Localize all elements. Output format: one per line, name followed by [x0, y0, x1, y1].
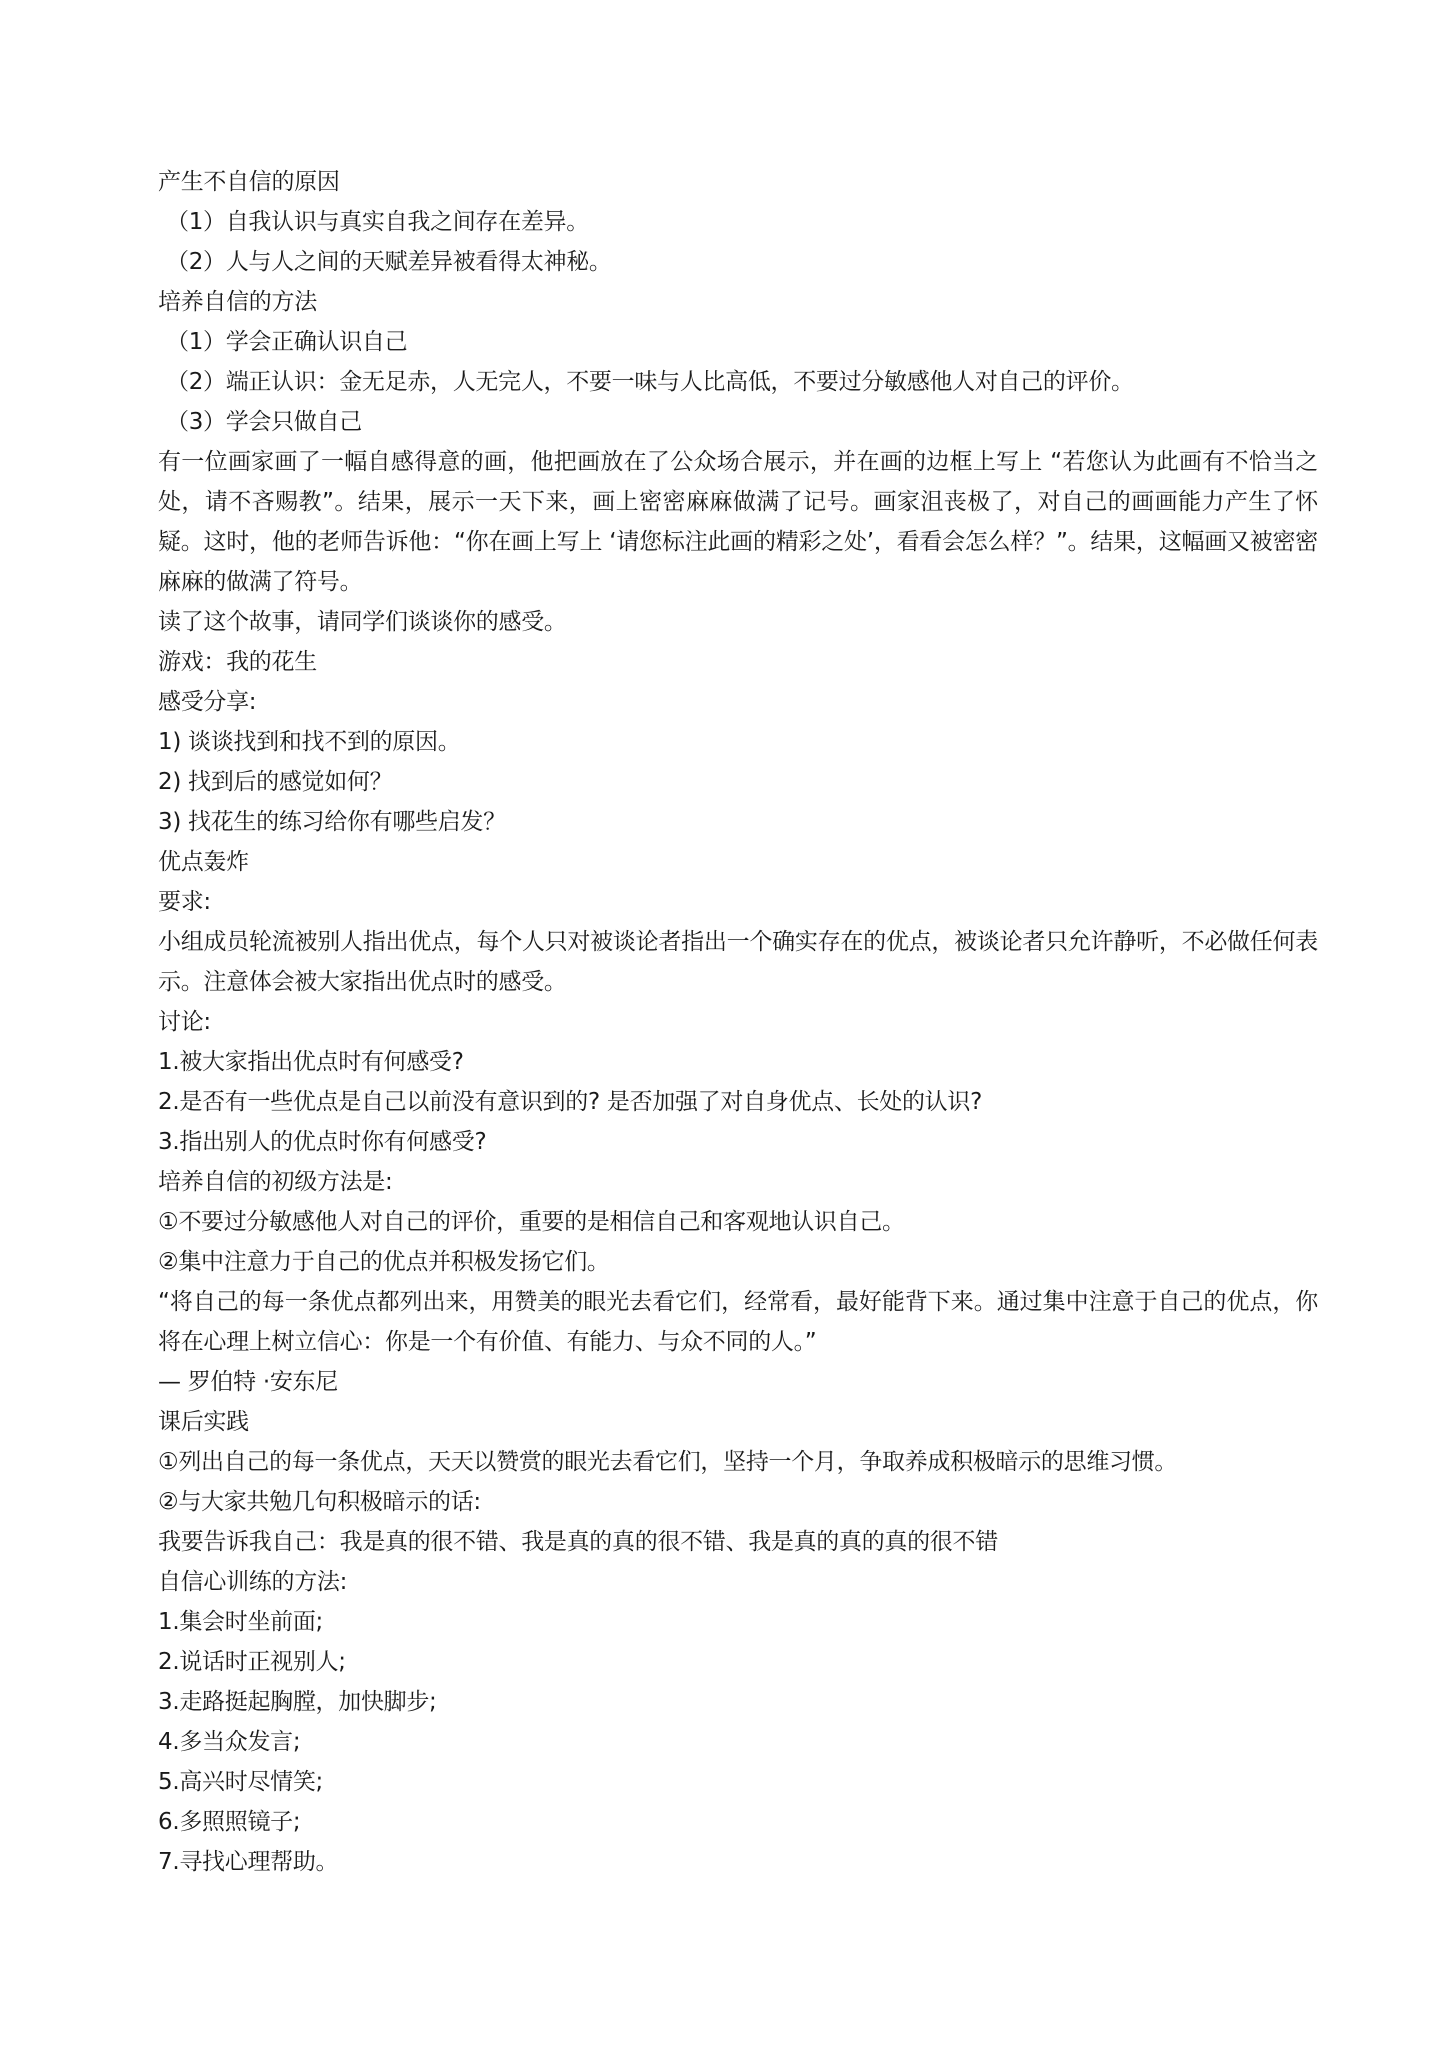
list-item: ②集中注意力于自己的优点并积极发扬它们。 [158, 1249, 610, 1275]
list-item: 1) 谈谈找到和找不到的原因。 [158, 729, 461, 755]
painter-story-paragraph: 有一位画家画了一幅自感得意的画，他把画放在了公众场合展示，并在画的边框上写上 “若您认为此画有不恰当之处，请不吝赐教”。结果，展示一天下来，画上密密麻麻做满了记号。画家沮丧极了，对自己的画画能力产生了怀疑。这时，他的老师告诉他：“你在画上写上 ‘请您标注此画的精彩之处’，看看会怎么样？”。结果，这幅画又被密密麻麻的做满了符号。 [158, 449, 1318, 595]
list-item: 3) 找花生的练习给你有哪些启发？ [158, 809, 506, 835]
list-item: 2) 找到后的感觉如何？ [158, 769, 393, 795]
quote-paragraph: “将自己的每一条优点都列出来，用赞美的眼光去看它们，经常看，最好能背下来。通过集中注意于自己的优点，你将在心理上树立信心：你是一个有价值、有能力、与众不同的人。” [158, 1289, 1318, 1355]
requirements-heading: 要求: [158, 889, 211, 915]
list-item: 7.寻找心理帮助。 [158, 1849, 339, 1875]
quote-attribution: — 罗伯特 ·安东尼 [158, 1369, 338, 1395]
list-item: （1）自我认识与真实自我之间存在差异。 [166, 209, 589, 235]
requirements-paragraph: 小组成员轮流被别人指出优点，每个人只对被谈论者指出一个确实存在的优点，被谈论者只允许静听，不必做任何表示。注意体会被大家指出优点时的感受。 [158, 929, 1318, 995]
list-item: 1.被大家指出优点时有何感受? [158, 1049, 464, 1075]
list-item: 6.多照照镜子; [158, 1809, 301, 1835]
list-item: ②与大家共勉几句积极暗示的话: [158, 1489, 481, 1515]
list-item: 4.多当众发言; [158, 1729, 301, 1755]
affirmation-line: 我要告诉我自己：我是真的很不错、我是真的真的很不错、我是真的真的真的很不错 [158, 1529, 998, 1555]
sharing-heading: 感受分享: [158, 689, 257, 715]
story-prompt: 读了这个故事，请同学们谈谈你的感受。 [158, 609, 567, 635]
document-body [158, 162, 1318, 1882]
heading-causes: 产生不自信的原因 [158, 169, 340, 195]
list-item: 5.高兴时尽情笑; [158, 1769, 323, 1795]
game-title: 游戏：我的花生 [158, 649, 317, 675]
training-heading: 自信心训练的方法: [158, 1569, 348, 1595]
list-item: （2）人与人之间的天赋差异被看得太神秘。 [166, 249, 612, 275]
list-item: （1）学会正确认识自己 [166, 329, 408, 355]
heading-methods: 培养自信的方法 [158, 289, 317, 315]
list-item: （2）端正认识：金无足赤，人无完人，不要一味与人比高低，不要过分敏感他人对自己的评价。 [166, 369, 1134, 395]
list-item: 2.说话时正视别人; [158, 1649, 346, 1675]
activity-title: 优点轰炸 [158, 849, 249, 875]
list-item: 3.指出别人的优点时你有何感受? [158, 1129, 487, 1155]
basic-methods-heading: 培养自信的初级方法是: [158, 1169, 393, 1195]
list-item: 1.集会时坐前面; [158, 1609, 323, 1635]
list-item: 2.是否有一些优点是自己以前没有意识到的? 是否加强了对自身优点、长处的认识? [158, 1089, 982, 1115]
list-item: ①列出自己的每一条优点，天天以赞赏的眼光去看它们，坚持一个月，争取养成积极暗示的思维习惯。 [158, 1449, 1178, 1475]
list-item: ①不要过分敏感他人对自己的评价，重要的是相信自己和客观地认识自己。 [158, 1209, 905, 1235]
discussion-heading: 讨论: [158, 1009, 211, 1035]
list-item: 3.走路挺起胸膛，加快脚步; [158, 1689, 437, 1715]
practice-heading: 课后实践 [158, 1409, 249, 1435]
list-item: （3）学会只做自己 [166, 409, 362, 435]
